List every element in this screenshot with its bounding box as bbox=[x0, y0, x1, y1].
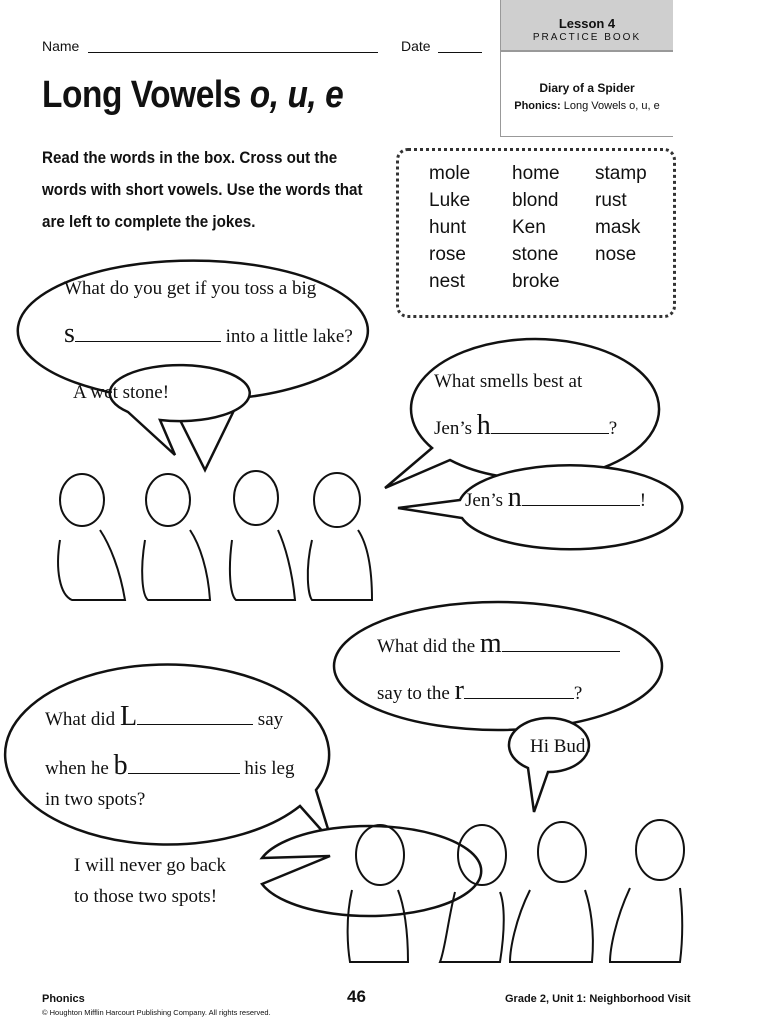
joke4-blank2[interactable] bbox=[128, 772, 240, 774]
word-item[interactable]: broke bbox=[512, 271, 560, 292]
footer-unit: Grade 2, Unit 1: Neighborhood Visit bbox=[505, 993, 691, 1005]
instructions: Read the words in the box. Cross out the words with short vowels. Use the words that are left to complete the jokes. bbox=[42, 149, 363, 231]
lesson-number: Lesson 4 bbox=[558, 16, 616, 31]
word-item[interactable]: home bbox=[512, 163, 560, 184]
page-number: 46 bbox=[347, 987, 366, 1006]
joke2-answer bbox=[465, 482, 646, 514]
word-item[interactable]: nest bbox=[429, 271, 465, 292]
joke1-line2 bbox=[64, 318, 353, 350]
joke4-blank1[interactable] bbox=[137, 723, 253, 725]
joke2-answer-prefix: Jen’s bbox=[465, 490, 508, 511]
joke3-prefix: What did the bbox=[377, 636, 480, 657]
joke1-line1: What do you get if you toss a big bbox=[64, 278, 317, 299]
kids-group-top bbox=[58, 471, 372, 600]
name-label: Name bbox=[42, 38, 80, 54]
word-item[interactable]: hunt bbox=[429, 217, 466, 238]
joke2-blank[interactable] bbox=[491, 432, 609, 434]
word-item[interactable]: Luke bbox=[429, 190, 471, 211]
joke2-letter: h bbox=[476, 410, 491, 441]
phonics-label: Phonics: bbox=[514, 100, 561, 112]
word-item[interactable]: stamp bbox=[595, 163, 647, 184]
word-item[interactable]: Ken bbox=[512, 217, 546, 238]
joke3-letter2: r bbox=[454, 675, 464, 706]
joke4-line2 bbox=[45, 750, 294, 782]
speech-bubble-joke3 bbox=[334, 602, 662, 730]
joke3-line1 bbox=[377, 628, 620, 660]
joke3-answer: Hi Bud! bbox=[530, 736, 592, 757]
word-item[interactable]: rust bbox=[595, 190, 627, 211]
joke3-line2 bbox=[377, 675, 582, 707]
copyright: © Houghton Mifflin Harcourt Publishing Company. All rights reserved. bbox=[42, 1008, 271, 1017]
joke4-line3: in two spots? bbox=[45, 789, 146, 810]
joke1-letter: s bbox=[64, 318, 75, 349]
joke4-line2-end: his leg bbox=[244, 758, 295, 779]
joke4-prefix: What did bbox=[45, 709, 120, 730]
joke4-answer-line1: I will never go back bbox=[74, 855, 226, 876]
joke2-answer-blank[interactable] bbox=[522, 504, 640, 506]
joke2-line1: What smells best at bbox=[434, 371, 583, 392]
joke1-line2-rest: into a little lake? bbox=[225, 326, 353, 347]
joke3-blank2[interactable] bbox=[464, 697, 574, 699]
joke1-blank[interactable] bbox=[75, 340, 221, 342]
word-item[interactable]: rose bbox=[429, 244, 466, 265]
joke4-line2-prefix: when he bbox=[45, 758, 114, 779]
story-title: Diary of a Spider bbox=[539, 81, 635, 95]
word-item[interactable]: stone bbox=[512, 244, 559, 265]
word-item[interactable]: mask bbox=[595, 217, 641, 238]
joke1-answer: A wet stone! bbox=[73, 382, 170, 403]
joke4-answer-line2: to those two spots! bbox=[74, 886, 218, 907]
joke4-letter2: b bbox=[113, 750, 128, 781]
joke4-letter1: L bbox=[119, 701, 138, 732]
joke3-line2-prefix: say to the bbox=[377, 683, 455, 704]
joke3-end: ? bbox=[573, 683, 583, 704]
page-title-main: Long Vowels bbox=[42, 74, 250, 116]
speech-bubble-answer3 bbox=[509, 718, 589, 812]
date-label: Date bbox=[401, 38, 431, 54]
joke2-answer-end: ! bbox=[639, 490, 647, 511]
practice-book-label: PRACTICE BOOK bbox=[532, 32, 642, 43]
word-item[interactable]: nose bbox=[595, 244, 637, 265]
joke2-answer-letter: n bbox=[507, 482, 522, 513]
footer-subject: Phonics bbox=[42, 993, 85, 1005]
joke3-blank1[interactable] bbox=[502, 650, 620, 652]
joke2-line2 bbox=[434, 410, 617, 442]
joke3-letter1: m bbox=[479, 628, 502, 659]
word-item[interactable]: mole bbox=[429, 163, 471, 184]
joke4-line1-end: say bbox=[257, 709, 284, 730]
joke2-prefix: Jen’s bbox=[434, 418, 477, 439]
speech-bubble-answer4 bbox=[262, 826, 481, 916]
page-title-vowels: o, u, e bbox=[249, 74, 344, 116]
joke4-line1 bbox=[45, 701, 283, 733]
joke2-end: ? bbox=[608, 418, 618, 439]
phonics-text: Long Vowels o, u, e bbox=[563, 100, 660, 112]
word-item[interactable]: blond bbox=[512, 190, 559, 211]
speech-bubble-answer1 bbox=[110, 365, 250, 455]
